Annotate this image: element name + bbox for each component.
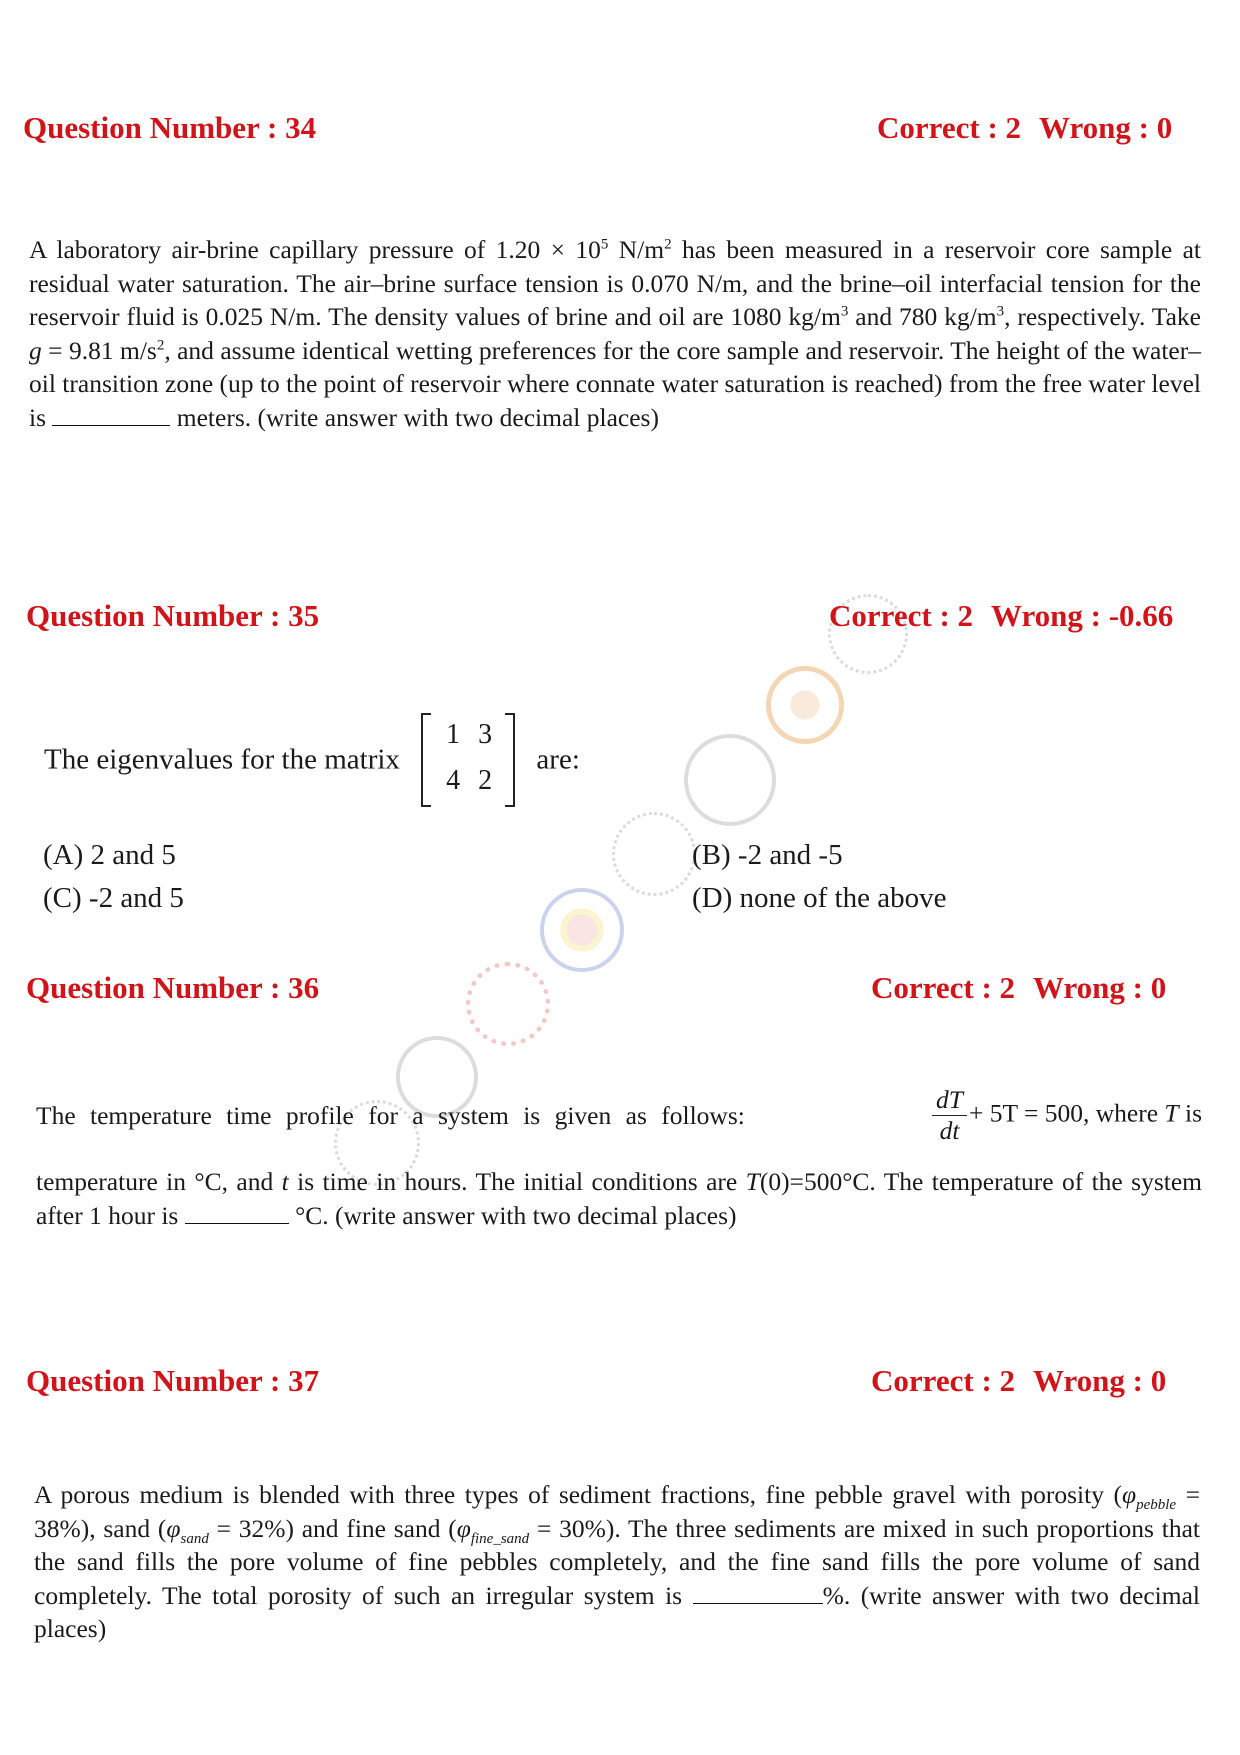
answer-blank[interactable] xyxy=(693,1583,823,1604)
question-number: Question Number : 35 xyxy=(26,598,320,633)
option-b[interactable]: (B) -2 and -5 xyxy=(692,839,843,871)
question-number: Question Number : 36 xyxy=(26,970,320,1005)
question-line1-36: The temperature time profile for a system is given as follows: $\frac{dT}{dt}$ + 5T = 500, where T is xyxy=(36,1085,1202,1145)
question-stem-35: The eigenvalues for the matrix 1 3 4 2 are: xyxy=(44,713,580,807)
question-header-34 xyxy=(0,110,1240,150)
question-text-34: A laboratory air-brine capillary pressure of $1.20 \times 10^5$ $N/m^2$ has been measured in a reservoir core sample at residual water saturation. The air–brine surface tension is 0.070 N/m, and the brine–oil interfacial tension for the reservoir fluid is 0.025 N/m. The density values of brine and oil are 1080 $kg/m^3$ and 780 $kg/m^3$, respectively. Take g = 9.81 $m/s^2$, and assume identical wetting preferences for the core sample and reservoir. The height of the water–oil transition zone (up to the point of reservoir where connate water saturation is reached) from the free water level is meters. (write answer with two decimal places) xyxy=(29,235,1201,432)
answer-blank[interactable] xyxy=(52,405,170,426)
correct-marks: Correct : 2 xyxy=(871,970,1016,1005)
option-a[interactable]: (A) 2 and 5 xyxy=(43,839,176,871)
correct-marks: Correct : 2 xyxy=(871,1363,1016,1398)
watermark-seal-3 xyxy=(684,734,776,826)
question-text-37: A porous medium is blended with three types of sediment fractions, fine pebble gravel with porosity $(\varphi_{pebble} = 38\%)$, sand $(\varphi_{sand} = 32\%)$ and fine sand $(\varphi_{fine\_sand} = 30\%)$. The three sediments are mixed in such proportions that the sand fills the pore volume of fine pebbles completely, and the fine sand fills the pore volume of sand completely. The total porosity of such an irregular system is %. (write answer with two decimal places) xyxy=(34,1480,1201,1643)
score-info xyxy=(877,110,1172,146)
matrix: 1 3 4 2 xyxy=(421,713,515,807)
question-number: Question Number : 34 xyxy=(23,110,317,145)
watermark-seal-2 xyxy=(766,666,844,744)
question-header-36 xyxy=(0,970,1240,1010)
wrong-marks: Wrong : 0 xyxy=(1039,110,1173,145)
question-number: Question Number : 37 xyxy=(26,1363,320,1398)
derivative-fraction: $\frac{dT}{dt}$ xyxy=(932,1085,967,1146)
option-c[interactable]: (C) -2 and 5 xyxy=(43,882,184,914)
wrong-marks: Wrong : -0.66 xyxy=(991,598,1174,633)
answer-blank[interactable] xyxy=(185,1203,289,1224)
correct-marks: Correct : 2 xyxy=(877,110,1022,145)
question-header-37 xyxy=(0,1363,1240,1403)
correct-marks: Correct : 2 xyxy=(829,598,974,633)
wrong-marks: Wrong : 0 xyxy=(1033,970,1167,1005)
score-info xyxy=(871,1363,1166,1399)
wrong-marks: Wrong : 0 xyxy=(1033,1363,1167,1398)
watermark-seal-5 xyxy=(540,888,624,972)
watermark-seal-4 xyxy=(612,812,696,896)
score-info xyxy=(829,598,1173,634)
score-info xyxy=(871,970,1166,1006)
question-text-36: temperature in °C, and t is time in hours. The initial conditions are T(0)=500°C. The temperature of the system after 1 hour is °C. (write answer with two decimal places) xyxy=(36,1167,1202,1230)
question-header-35 xyxy=(0,598,1240,638)
option-d[interactable]: (D) none of the above xyxy=(692,882,947,914)
